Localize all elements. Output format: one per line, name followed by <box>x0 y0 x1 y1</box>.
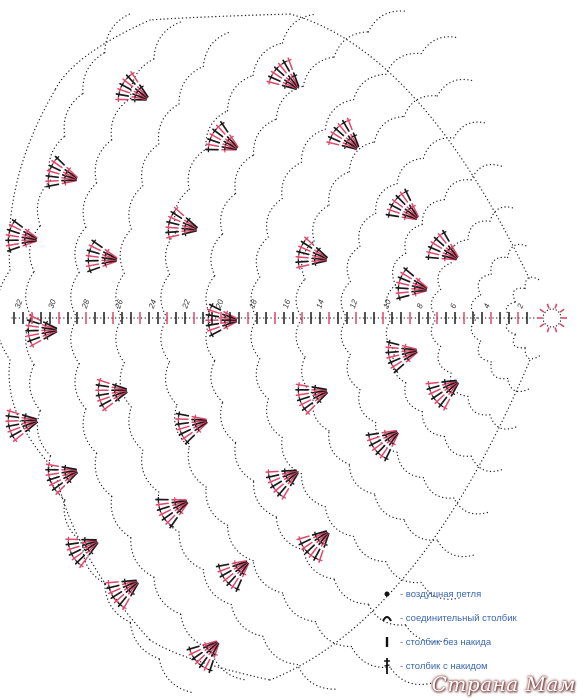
stitch-red <box>555 304 557 309</box>
stitch-red <box>547 328 549 333</box>
stitch-red <box>8 243 9 248</box>
chain-loop <box>349 464 374 494</box>
chain-loop <box>454 122 488 138</box>
chain-loop <box>397 452 423 477</box>
chain-loop <box>75 364 86 409</box>
stitch-red <box>208 142 209 147</box>
chain-loop <box>111 496 131 538</box>
chain-loop <box>513 334 525 348</box>
chain-loop <box>37 180 50 225</box>
chain-loop <box>206 487 228 525</box>
chain-loop <box>438 263 451 290</box>
stitch-red <box>399 280 400 285</box>
chain-loop <box>105 14 131 53</box>
chain-loop <box>490 207 516 221</box>
chain-loop <box>83 53 105 94</box>
stitch-dark <box>9 424 10 429</box>
row-number: 32 <box>12 298 25 310</box>
stitch-red <box>547 304 549 309</box>
stitch-dark <box>400 276 402 281</box>
stitch-dark <box>330 135 332 140</box>
stitch-dark <box>315 532 316 537</box>
stitch-red <box>298 254 299 259</box>
chain-loop <box>347 246 360 281</box>
stitch-red <box>235 560 236 565</box>
chain-loop <box>354 536 386 561</box>
chain-loop <box>375 117 405 143</box>
centre-ring <box>543 309 561 327</box>
chain-loop <box>116 273 124 318</box>
stitch-dark <box>49 184 50 189</box>
stitch-dark <box>219 564 220 569</box>
stitch-red <box>369 437 371 442</box>
stitch-dark <box>109 585 110 590</box>
row-number: 18 <box>247 298 259 310</box>
stitch-dark <box>179 412 180 417</box>
chain-loop <box>256 359 268 399</box>
row-number: 2 <box>515 302 526 310</box>
stitch-red <box>209 308 211 313</box>
stitch-dark <box>68 542 69 547</box>
stitch-dark <box>208 323 209 328</box>
stitch-red <box>298 392 299 397</box>
chain-loop <box>423 478 453 498</box>
stitch-dark <box>390 360 392 365</box>
chain-loop <box>404 520 437 541</box>
chain-loop <box>386 318 395 351</box>
stitch-dark <box>98 383 99 388</box>
chain-loop <box>30 364 41 410</box>
stitch-red <box>385 430 386 435</box>
stitch-red <box>10 429 12 434</box>
chain-loop <box>334 32 368 57</box>
chain-loop <box>468 396 490 415</box>
chain-loop <box>71 318 79 364</box>
legend-label: - столбик с накидом <box>400 660 488 672</box>
chain-loop <box>64 94 83 137</box>
chain-loop <box>142 144 159 186</box>
stitch-red <box>429 250 430 255</box>
arc-icon <box>376 609 398 627</box>
stitch-red <box>29 333 30 338</box>
stitch-red <box>270 479 272 484</box>
chain-loop <box>235 155 254 194</box>
stitch-red <box>99 378 101 383</box>
chain-loop <box>221 402 236 442</box>
chain-loop <box>211 360 223 402</box>
chain-loop <box>301 474 325 507</box>
double-crochet-icon <box>376 657 398 675</box>
stitch-red <box>287 60 292 62</box>
chain-loop <box>525 348 539 359</box>
stitch-red <box>540 324 544 327</box>
legend-item-slip-stitch <box>376 606 576 630</box>
chain-loop <box>276 86 303 119</box>
chain-loop <box>188 447 206 487</box>
chain-loop <box>405 224 422 253</box>
stitch-dark <box>98 393 99 398</box>
stitch-dark <box>8 414 9 419</box>
chain-loop <box>130 622 159 658</box>
stitch-red <box>119 87 121 92</box>
dot-icon <box>376 585 398 603</box>
stitch-red <box>560 309 564 312</box>
chain-loop <box>438 347 451 374</box>
stitch-dark <box>159 507 161 512</box>
stitch-red <box>48 462 49 467</box>
chain-loop <box>506 302 515 318</box>
stitch-dark <box>389 340 390 345</box>
chain-loop <box>37 410 50 455</box>
chain-loop <box>131 538 154 577</box>
chain-loop <box>454 498 488 514</box>
chain-loop <box>341 282 350 318</box>
chain-loop <box>159 659 191 693</box>
chain-loop <box>422 412 444 437</box>
chain-loop <box>158 492 179 532</box>
chain-loop <box>283 593 316 622</box>
stitch-red <box>220 569 222 574</box>
row-number: 28 <box>79 298 92 310</box>
chain-loop <box>0 270 10 360</box>
stitch-dark <box>65 465 66 470</box>
row-number: 20 <box>213 298 226 310</box>
stitch-red <box>389 208 391 213</box>
chain-loop <box>179 66 203 104</box>
legend-item-chain <box>376 582 576 606</box>
stitch-dark <box>115 383 117 388</box>
chain-loop <box>296 279 305 318</box>
chain-loop <box>75 227 86 272</box>
stitch-dark <box>48 174 49 179</box>
row-number: 12 <box>347 298 360 310</box>
stitch-dark <box>388 212 389 217</box>
stitch-red <box>8 233 9 238</box>
chain-loop <box>221 194 236 234</box>
stitch-red <box>398 290 399 295</box>
chain-loop <box>71 272 79 318</box>
row-number: 30 <box>46 298 58 310</box>
chain-loop <box>437 540 473 556</box>
stitch-dark <box>89 268 91 273</box>
stitch-red <box>428 381 429 386</box>
chain-loop <box>471 165 501 180</box>
chain-loop <box>478 341 491 362</box>
row-number: 14 <box>314 298 326 310</box>
stitch-red <box>299 536 301 541</box>
chain-loop <box>150 14 290 20</box>
chain-loop <box>256 237 268 277</box>
stitch-dark <box>299 250 300 255</box>
chain-loop <box>301 129 325 162</box>
stitch-dark <box>269 474 270 479</box>
chain-loop <box>359 213 376 246</box>
chain-loop <box>166 362 177 405</box>
stitch-red <box>205 642 207 647</box>
chain-loop <box>283 14 316 43</box>
chain-loop <box>444 436 471 456</box>
chain-loop <box>302 241 314 279</box>
chain-loop <box>491 257 508 274</box>
chain-loop <box>161 318 170 362</box>
stitch-dark <box>169 220 170 225</box>
chain-loop <box>329 431 350 464</box>
chain-loop <box>431 290 440 319</box>
chain-loop <box>354 74 386 99</box>
row-number: 26 <box>113 298 125 310</box>
row-numbers <box>13 298 526 311</box>
chain-loop <box>253 561 282 593</box>
stitch-red <box>329 140 330 145</box>
stitch-red <box>69 547 71 552</box>
chain-loop <box>437 79 473 95</box>
stitch-dark <box>209 137 211 142</box>
stitch-dark <box>368 432 369 437</box>
chain-loop <box>397 158 423 183</box>
chain-loop <box>478 274 491 295</box>
stitch-dark <box>189 647 191 652</box>
chain-loop <box>211 234 223 276</box>
stitch-dark <box>430 245 432 250</box>
chain-loop <box>120 363 131 407</box>
chain-loop <box>375 494 405 520</box>
chain-loop <box>405 383 422 412</box>
chain-loop <box>158 104 179 144</box>
chain-loop <box>329 172 350 205</box>
chain-loop <box>298 665 335 690</box>
chain-loop <box>30 226 41 272</box>
chain-loop <box>263 636 298 664</box>
chain-loop <box>235 443 254 482</box>
chain-loop <box>431 318 440 347</box>
stitch-dark <box>25 413 26 418</box>
legend-label: - столбик без накида <box>400 636 492 648</box>
legend <box>376 582 576 678</box>
chain-loop <box>325 507 353 537</box>
stitch-dark <box>299 397 301 402</box>
chain-loop <box>508 244 529 257</box>
chain-loop <box>188 149 206 189</box>
chain-loop <box>231 605 263 637</box>
chain-loop <box>129 186 143 229</box>
chain-loop <box>129 407 143 450</box>
chain-loop <box>491 362 508 379</box>
row-number: 24 <box>146 298 159 310</box>
stitch-red <box>317 559 322 561</box>
chain-loop <box>468 221 490 240</box>
stitch-dark <box>9 228 11 233</box>
chain-loop <box>111 98 131 140</box>
stitch-red <box>269 80 270 85</box>
chain-loop <box>83 409 96 453</box>
stitch-fans <box>6 58 567 672</box>
single-crochet-icon <box>376 633 398 651</box>
chain-loop <box>203 32 231 67</box>
chain-loop <box>267 399 283 438</box>
stitch-dark <box>89 248 91 253</box>
chain-loop <box>95 140 111 183</box>
stitch-dark <box>315 385 316 390</box>
chain-loop <box>116 318 124 363</box>
stitch-dark <box>208 669 213 671</box>
row-number: 6 <box>448 302 459 310</box>
stitch-dark <box>399 295 400 300</box>
stitch-dark <box>292 75 297 77</box>
stitch-red <box>299 265 300 270</box>
stitch-red <box>169 235 170 240</box>
chain-loop <box>154 577 181 614</box>
chain-loop <box>506 318 515 334</box>
chain-loop <box>228 75 254 110</box>
chain-loop <box>303 57 334 86</box>
chain-loop <box>444 180 471 200</box>
chain-loop <box>334 579 368 604</box>
chain-loop <box>142 450 159 492</box>
stitch-red <box>48 472 49 477</box>
chain-loop <box>386 53 421 74</box>
chain-loop <box>303 550 334 579</box>
stitch-red <box>179 427 181 432</box>
chain-loop <box>26 272 34 318</box>
chain-loop <box>120 229 131 273</box>
stitch-red <box>28 323 29 328</box>
stitch-dark <box>178 422 179 427</box>
chain-loop <box>513 288 525 302</box>
chain-loop <box>282 437 302 473</box>
chain-loop <box>471 456 501 471</box>
chain-loop <box>525 277 539 288</box>
stitch-dark <box>118 92 119 97</box>
chain-loop <box>508 379 529 392</box>
stitch-dark <box>125 579 126 584</box>
chain-loop <box>359 390 376 423</box>
row-number: 22 <box>180 298 192 310</box>
stitch-red <box>560 324 564 327</box>
stitch-red <box>346 120 351 122</box>
chain-loop <box>313 205 329 241</box>
chain-loop <box>161 274 170 318</box>
stitch-red <box>89 263 90 268</box>
chain-loop <box>422 200 444 225</box>
chain-loop <box>376 184 397 214</box>
chain-loop <box>347 354 360 389</box>
stitch-red <box>555 328 557 333</box>
row-number: 4 <box>481 302 492 310</box>
stitch-red <box>88 253 89 258</box>
stitch-red <box>99 398 101 403</box>
chain-loop <box>181 614 211 648</box>
legend-label: - воздушная петля <box>400 588 482 600</box>
stitch-dark <box>352 135 357 137</box>
legend-label: - соединительный столбик <box>400 612 517 624</box>
chain-loop <box>228 525 254 560</box>
chain-loop <box>64 500 83 543</box>
chain-loop <box>251 277 260 318</box>
chain-loop <box>421 37 459 54</box>
chain-loop <box>179 532 203 570</box>
chain-loop <box>175 405 190 447</box>
stitch-red <box>158 502 159 507</box>
row-number: 10 <box>381 298 393 310</box>
chain-loop <box>404 96 437 117</box>
stitch-dark <box>282 470 296 471</box>
chain-loop <box>296 318 305 357</box>
chain-loop <box>83 183 96 227</box>
stitch-dark <box>208 313 209 318</box>
chain-loop <box>282 162 302 198</box>
stitch-dark <box>445 379 446 384</box>
stitch-dark <box>429 386 430 391</box>
stitch-red <box>389 355 390 360</box>
watermark: Страна Мам <box>431 672 576 696</box>
chain-loop <box>386 562 421 583</box>
chain-loop <box>203 570 231 605</box>
chain-loop <box>341 318 350 354</box>
stitch-red <box>9 409 11 414</box>
legend-item-single-crochet <box>376 630 576 654</box>
chain-loop <box>254 119 277 155</box>
row-number: 16 <box>280 298 293 310</box>
chain-loop <box>267 199 283 238</box>
chain-loop <box>95 453 111 496</box>
row-number: 8 <box>414 302 425 310</box>
stitch-red <box>298 382 299 387</box>
chain-loop <box>368 11 405 32</box>
chain-loop <box>154 22 181 59</box>
stitch-red <box>540 309 544 312</box>
stitch-dark <box>29 338 31 343</box>
chain-loop <box>490 415 516 429</box>
stitch-red <box>209 328 211 333</box>
chain-loop <box>251 318 260 359</box>
chain-loop <box>9 360 55 470</box>
